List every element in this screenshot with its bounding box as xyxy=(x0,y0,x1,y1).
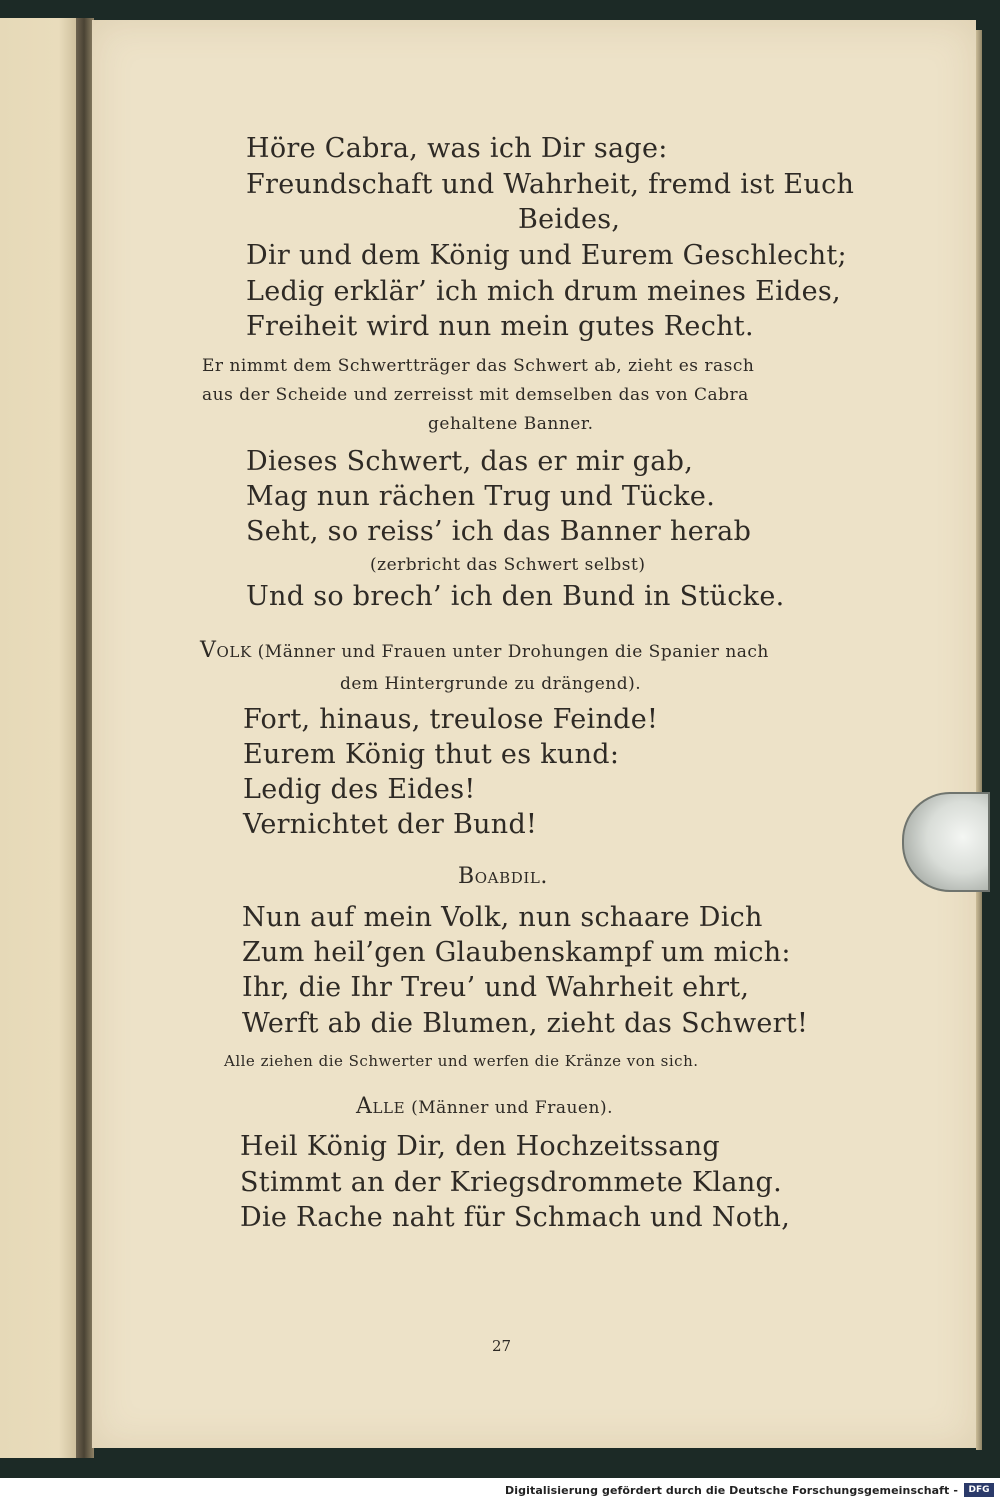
verse-line: Dieses Schwert, das er mir gab, xyxy=(246,446,694,477)
verse-line: Ledig des Eides! xyxy=(243,774,476,805)
verse-line-continuation: Beides, xyxy=(518,204,621,235)
verse-line: Vernichtet der Bund! xyxy=(243,809,538,840)
verse-line: Ledig erklär’ ich mich drum meines Eides, xyxy=(246,276,841,307)
stage-direction: Er nimmt dem Schwertträger das Schwert ab, zieht es rasch xyxy=(202,356,755,376)
speaker-line-alle xyxy=(356,1094,613,1119)
footer-bar xyxy=(0,1478,1000,1503)
verse-line: Freiheit wird nun mein gutes Recht. xyxy=(246,311,754,342)
verse-line: Stimmt an der Kriegsdrommete Klang. xyxy=(240,1167,782,1198)
verse-line: Nun auf mein Volk, nun schaare Dich xyxy=(242,902,763,933)
dfg-logo-icon: DFG xyxy=(964,1483,994,1497)
page-clip xyxy=(902,792,990,892)
verse-line: Höre Cabra, was ich Dir sage: xyxy=(246,133,668,164)
verse-line: Zum heil’gen Glaubenskampf um mich: xyxy=(242,937,791,968)
verse-line: Eurem König thut es kund: xyxy=(243,739,620,770)
speaker-name: Alle xyxy=(356,1094,406,1119)
page-number: 27 xyxy=(492,1337,512,1355)
stage-direction: aus der Scheide und zerreisst mit demselben das von Cabra xyxy=(202,385,749,405)
verse-line: Heil König Dir, den Hochzeitssang xyxy=(240,1131,720,1162)
left-page-edge xyxy=(0,18,84,1458)
verse-line: Freundschaft und Wahrheit, fremd ist Euch xyxy=(246,169,855,200)
speaker-direction: (Männer und Frauen unter Drohungen die Spanier nach xyxy=(257,642,769,662)
speaker-name-boabdil: Boabdil. xyxy=(458,864,549,889)
verse-line: Ihr, die Ihr Treu’ und Wahrheit ehrt, xyxy=(242,972,750,1003)
verse-line: Dir und dem König und Eurem Geschlecht; xyxy=(246,240,847,271)
verse-line: Werft ab die Blumen, zieht das Schwert! xyxy=(242,1008,809,1039)
verse-line: Und so brech’ ich den Bund in Stücke. xyxy=(246,581,785,612)
verse-line: Fort, hinaus, treulose Feinde! xyxy=(243,704,659,735)
speaker-name: Volk xyxy=(200,638,252,663)
speaker-direction: (Männer und Frauen). xyxy=(411,1098,613,1118)
verse-line: Seht, so reiss’ ich das Banner herab xyxy=(246,516,752,547)
speaker-line-volk xyxy=(200,638,769,663)
footer-credit: Digitalisierung gefördert durch die Deutsche Forschungsgemeinschaft - xyxy=(505,1484,958,1497)
page-edge xyxy=(976,30,982,1450)
speaker-direction: dem Hintergrunde zu drängend). xyxy=(340,674,642,694)
stage-direction: Alle ziehen die Schwerter und werfen die Kränze von sich. xyxy=(224,1052,699,1070)
verse-line: Mag nun rächen Trug und Tücke. xyxy=(246,481,716,512)
verse-line: Die Rache naht für Schmach und Noth, xyxy=(240,1202,791,1233)
stage-direction: gehaltene Banner. xyxy=(428,414,594,434)
stage-direction-inline: (zerbricht das Schwert selbst) xyxy=(370,555,646,575)
